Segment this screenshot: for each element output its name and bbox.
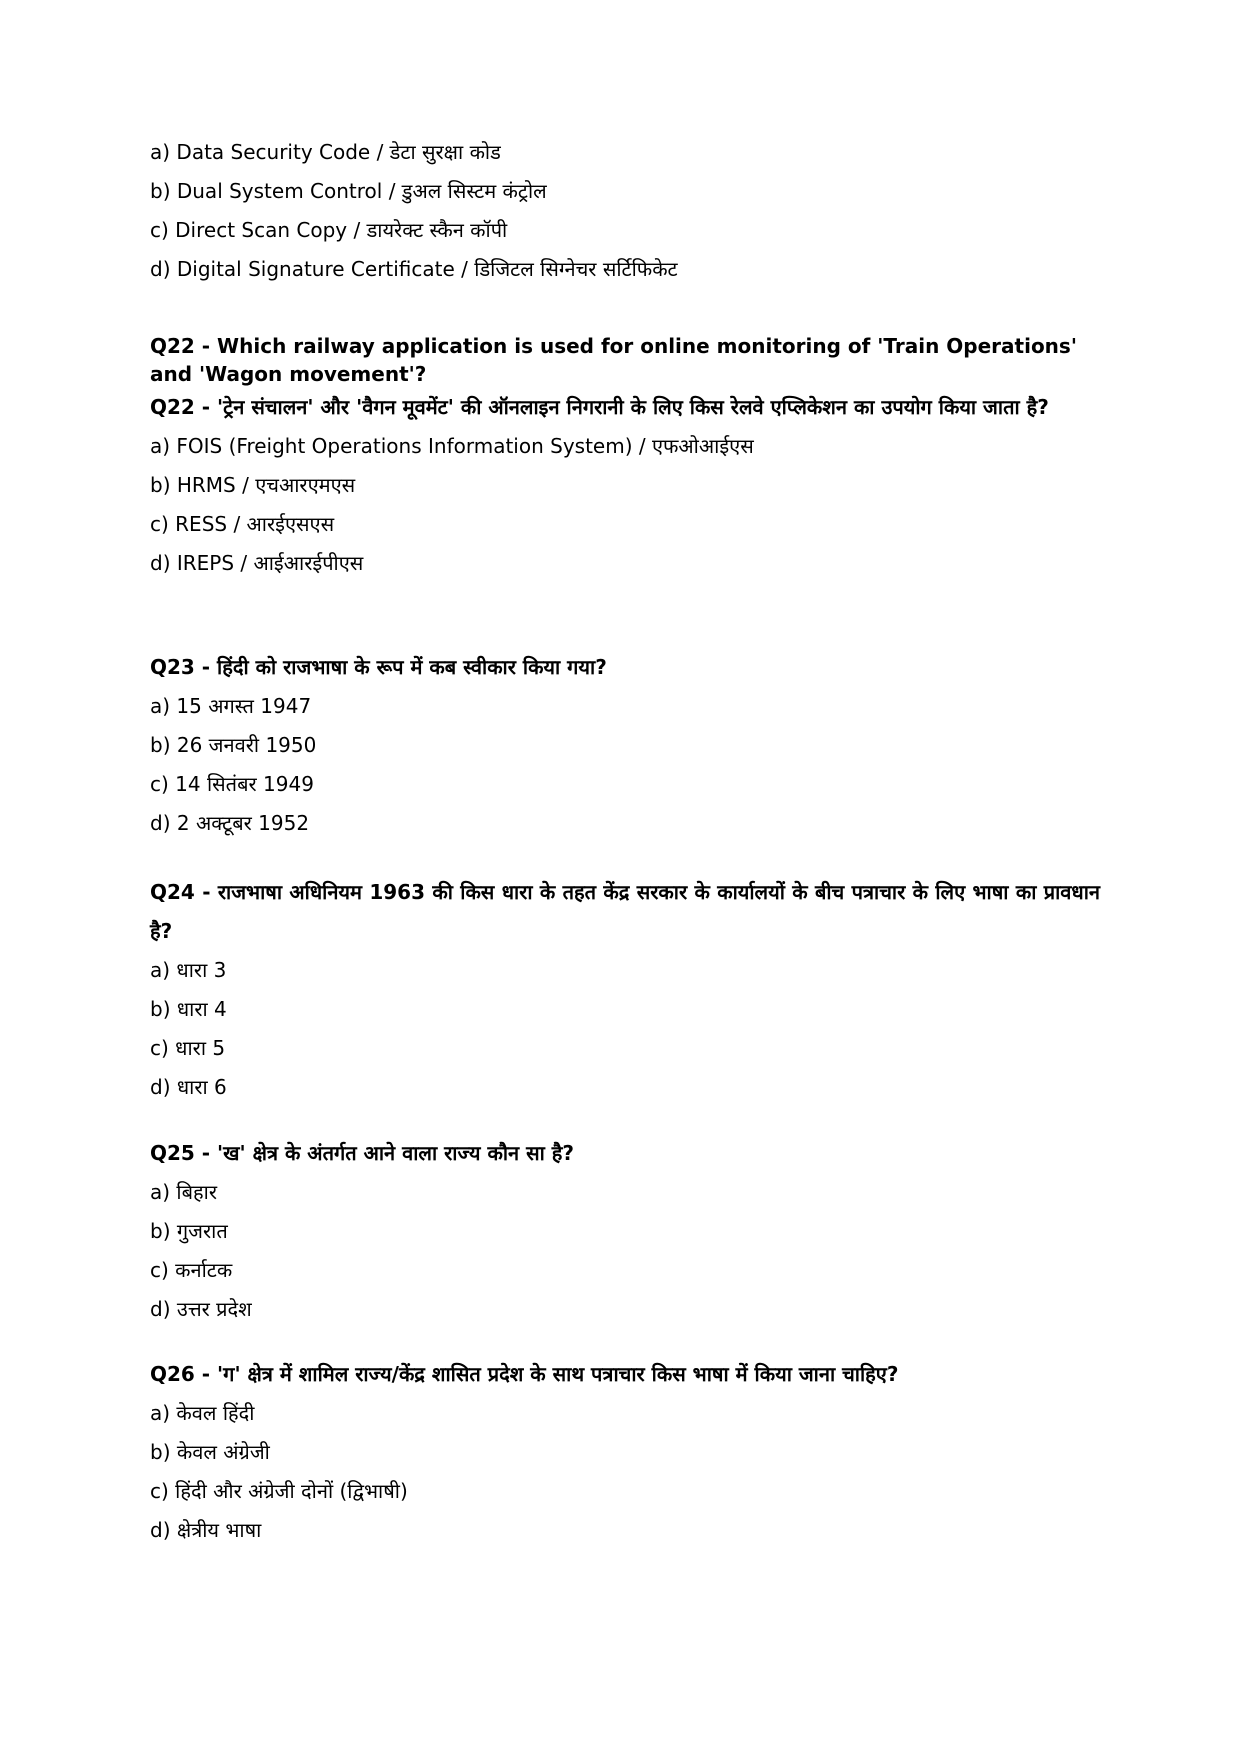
q22-block bbox=[150, 332, 1100, 583]
q25-option-d: d) उत्तर प्रदेश bbox=[150, 1297, 252, 1321]
q22-option-a: a) FOIS (Freight Operations Information System) / एफओआईएस bbox=[150, 434, 754, 458]
q25-option-c: c) कर्नाटक bbox=[150, 1258, 233, 1282]
document-page bbox=[150, 0, 1100, 1754]
q26-option-a: a) केवल हिंदी bbox=[150, 1401, 255, 1425]
q21-option-c: c) Direct Scan Copy / डायरेक्ट स्कैन कॉपी bbox=[150, 218, 508, 242]
q23-option-b: b) 26 जनवरी 1950 bbox=[150, 733, 317, 757]
q22-question-english: Q22 - Which railway application is used for online monitoring of 'Train Operations' and 'Wagon movement'? bbox=[150, 334, 1077, 386]
q23-option-d: d) 2 अक्टूबर 1952 bbox=[150, 811, 310, 835]
q25-block bbox=[150, 1134, 1100, 1329]
q24-question: Q24 - राजभाषा अधिनियम 1963 की किस धारा के तहत केंद्र सरकार के कार्यालयों के बीच पत्राचार के लिए भाषा का प्रावधान है? bbox=[150, 880, 1100, 943]
q21-options bbox=[150, 133, 1100, 289]
q26-question: Q26 - 'ग' क्षेत्र में शामिल राज्य/केंद्र शासित प्रदेश के साथ पत्राचार किस भाषा में किया जाना चाहिए? bbox=[150, 1362, 899, 1386]
q24-option-d: d) धारा 6 bbox=[150, 1075, 227, 1099]
q25-option-b: b) गुजरात bbox=[150, 1219, 228, 1243]
q26-option-b: b) केवल अंग्रेजी bbox=[150, 1440, 270, 1464]
q23-option-a: a) 15 अगस्त 1947 bbox=[150, 694, 312, 718]
q24-block bbox=[150, 873, 1100, 1107]
q22-option-d: d) IREPS / आईआरईपीएस bbox=[150, 551, 364, 575]
q23-block bbox=[150, 648, 1100, 843]
q22-option-b: b) HRMS / एचआरएमएस bbox=[150, 473, 356, 497]
q25-option-a: a) बिहार bbox=[150, 1180, 217, 1204]
q24-option-a: a) धारा 3 bbox=[150, 958, 227, 982]
q24-option-b: b) धारा 4 bbox=[150, 997, 227, 1021]
q26-option-c: c) हिंदी और अंग्रेजी दोनों (द्विभाषी) bbox=[150, 1479, 408, 1503]
q26-block bbox=[150, 1355, 1100, 1550]
q22-option-c: c) RESS / आरईएसएस bbox=[150, 512, 335, 536]
q23-question: Q23 - हिंदी को राजभाषा के रूप में कब स्वीकार किया गया? bbox=[150, 655, 607, 679]
q23-option-c: c) 14 सितंबर 1949 bbox=[150, 772, 314, 796]
q25-question: Q25 - 'ख' क्षेत्र के अंतर्गत आने वाला राज्य कौन सा है? bbox=[150, 1141, 574, 1165]
q26-option-d: d) क्षेत्रीय भाषा bbox=[150, 1518, 262, 1542]
q22-question-hindi: Q22 - 'ट्रेन संचालन' और 'वैगन मूवमेंट' की ऑनलाइन निगरानी के लिए किस रेलवे एप्लिकेशन का उपयोग किया जाता है? bbox=[150, 395, 1049, 419]
q21-option-d: d) Digital Signature Certificate / डिजिटल सिग्नेचर सर्टिफिकेट bbox=[150, 257, 678, 281]
q21-option-a: a) Data Security Code / डेटा सुरक्षा कोड bbox=[150, 140, 501, 164]
q21-option-b: b) Dual System Control / डुअल सिस्टम कंट्रोल bbox=[150, 179, 547, 203]
q24-option-c: c) धारा 5 bbox=[150, 1036, 226, 1060]
